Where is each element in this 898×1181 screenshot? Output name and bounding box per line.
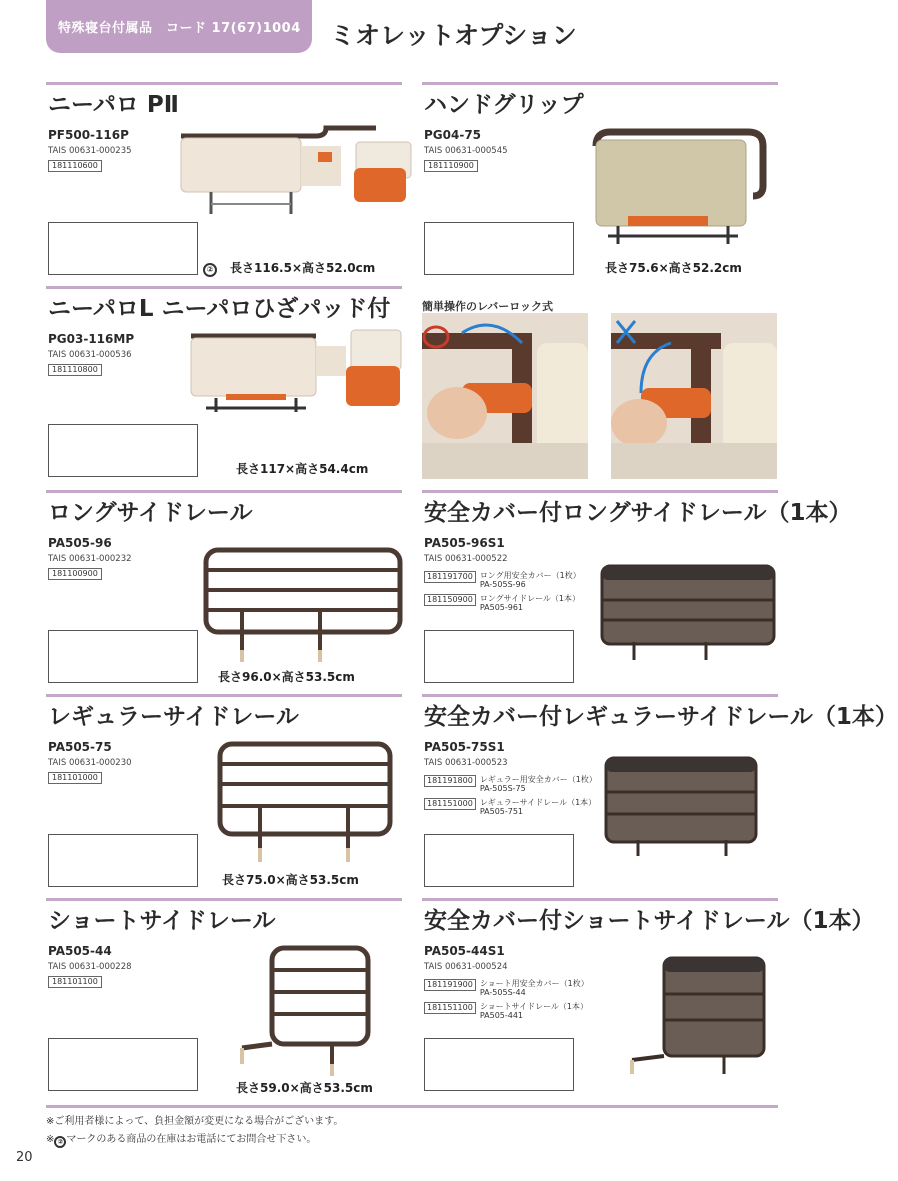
stock-mark-icon: ②: [203, 263, 217, 277]
product-card-short-side-rail: [46, 898, 402, 1098]
footer-rule: [46, 1105, 778, 1108]
product-title: レギュラーサイドレール: [48, 704, 299, 730]
product-dimensions: 長さ96.0×高さ53.5cm: [218, 670, 355, 684]
component-row: 181191700 ロング用安全カバー（1枚） PA-505S-96: [424, 571, 581, 589]
product-code: PA505-96S1: [424, 536, 505, 550]
product-title: 安全カバー付ショートサイドレール（1本）: [424, 908, 875, 934]
product-number: 181101000: [48, 772, 102, 784]
lever-photo-illustration: [422, 313, 588, 479]
price-box: [48, 630, 198, 683]
price-box: [48, 834, 198, 887]
stock-mark-icon: ②: [54, 1136, 66, 1148]
tais-code: TAIS 00631-000228: [48, 962, 132, 972]
product-card-long-side-rail-cover: [422, 490, 852, 690]
product-title: ロングサイドレール: [48, 500, 253, 526]
price-box: [424, 630, 574, 683]
price-box: [48, 222, 198, 275]
tais-code: TAIS 00631-000232: [48, 554, 132, 564]
section-rule: [46, 286, 402, 289]
component-row: 181150900 ロングサイドレール（1本） PA505-961: [424, 594, 580, 612]
product-title: ニーパロ PⅡ: [48, 92, 179, 118]
long-side-rail-illustration: [202, 546, 402, 666]
section-rule: [46, 82, 402, 85]
product-number: 181110900: [424, 160, 478, 172]
product-dimensions: 長さ116.5×高さ52.0cm: [230, 261, 376, 275]
product-dimensions: 長さ75.0×高さ53.5cm: [222, 873, 359, 887]
product-card-kneepalo-p2: [46, 82, 402, 282]
price-box: [48, 1038, 198, 1091]
section-rule: [422, 694, 778, 697]
footer-note-1: ※ご利用者様によって、負担金額が変更になる場合がございます。: [46, 1116, 344, 1127]
product-number: 181110800: [48, 364, 102, 376]
tais-code: TAIS 00631-000545: [424, 146, 508, 156]
short-side-rail-cover-illustration: [626, 956, 768, 1080]
price-box: [424, 222, 574, 275]
component-row: 181191800 レギュラー用安全カバー（1枚） PA-505S-75: [424, 775, 597, 793]
product-code: PG03-116MP: [48, 332, 135, 346]
product-number: 181100900: [48, 568, 102, 580]
tais-code: TAIS 00631-000523: [424, 758, 508, 768]
lever-lock-photo-2: [611, 313, 777, 479]
product-card-kneepalo-l: [46, 286, 402, 486]
tais-code: TAIS 00631-000522: [424, 554, 508, 564]
product-code: PA505-75S1: [424, 740, 505, 754]
product-title: ハンドグリップ: [424, 92, 584, 118]
product-card-hand-grip: [422, 82, 778, 282]
footer-note-text: マークのある商品の在庫はお電話にてお問合せ下さい。: [66, 1134, 317, 1145]
product-number: 181101100: [48, 976, 102, 988]
product-card-regular-side-rail-cover: [422, 694, 898, 894]
section-rule: [422, 898, 778, 901]
product-title: ニーパロL ニーパロひざパッド付: [48, 296, 391, 322]
regular-side-rail-cover-illustration: [602, 756, 762, 860]
footer-note-2: [46, 1130, 426, 1146]
product-code: PA505-44: [48, 944, 112, 958]
product-card-long-side-rail: [46, 490, 402, 690]
price-box: [424, 834, 574, 887]
component-row: 181151000 レギュラーサイドレール（1本） PA505-751: [424, 798, 596, 816]
lever-photo-illustration: [611, 313, 777, 479]
product-title: 安全カバー付ロングサイドレール（1本）: [424, 500, 852, 526]
product-title: ショートサイドレール: [48, 908, 276, 934]
section-rule: [46, 490, 402, 493]
lever-lock-photo-1: [422, 313, 588, 479]
product-code: PG04-75: [424, 128, 482, 142]
product-dimensions: 長さ75.6×高さ52.2cm: [605, 261, 742, 275]
price-box: [48, 424, 198, 477]
page-number: 20: [16, 1150, 33, 1165]
product-dimensions: 長さ117×高さ54.4cm: [236, 462, 369, 476]
product-card-short-side-rail-cover: [422, 898, 875, 1098]
footer-note-prefix: ※: [46, 1134, 55, 1145]
product-title: 安全カバー付レギュラーサイドレール（1本）: [424, 704, 898, 730]
product-dimensions: 長さ59.0×高さ53.5cm: [236, 1081, 373, 1095]
regular-side-rail-illustration: [216, 740, 396, 866]
photo-caption: 簡単操作のレバーロック式: [422, 300, 554, 313]
component-row: 181191900 ショート用安全カバー（1枚） PA-505S-44: [424, 979, 589, 997]
product-code: PA505-96: [48, 536, 112, 550]
kneepalo-p2-illustration: [176, 124, 406, 224]
tais-code: TAIS 00631-000230: [48, 758, 132, 768]
header-tab: 特殊寝台付属品 コード 17(67)1004: [46, 0, 312, 53]
product-code: PA505-44S1: [424, 944, 505, 958]
product-number: 181110600: [48, 160, 102, 172]
kneepalo-l-illustration: [186, 324, 401, 424]
section-rule: [46, 898, 402, 901]
section-rule: [46, 694, 402, 697]
short-side-rail-illustration: [232, 944, 372, 1080]
section-rule: [422, 490, 778, 493]
product-code: PF500-116P: [48, 128, 129, 142]
tais-code: TAIS 00631-000524: [424, 962, 508, 972]
price-box: [424, 1038, 574, 1091]
component-row: 181151100 ショートサイドレール（1本） PA505-441: [424, 1002, 588, 1020]
page-title: ミオレットオプション: [330, 21, 577, 50]
long-side-rail-cover-illustration: [598, 564, 778, 664]
product-card-regular-side-rail: [46, 694, 402, 894]
product-code: PA505-75: [48, 740, 112, 754]
hand-grip-illustration: [588, 126, 778, 256]
section-rule: [422, 82, 778, 85]
tais-code: TAIS 00631-000235: [48, 146, 132, 156]
tais-code: TAIS 00631-000536: [48, 350, 132, 360]
